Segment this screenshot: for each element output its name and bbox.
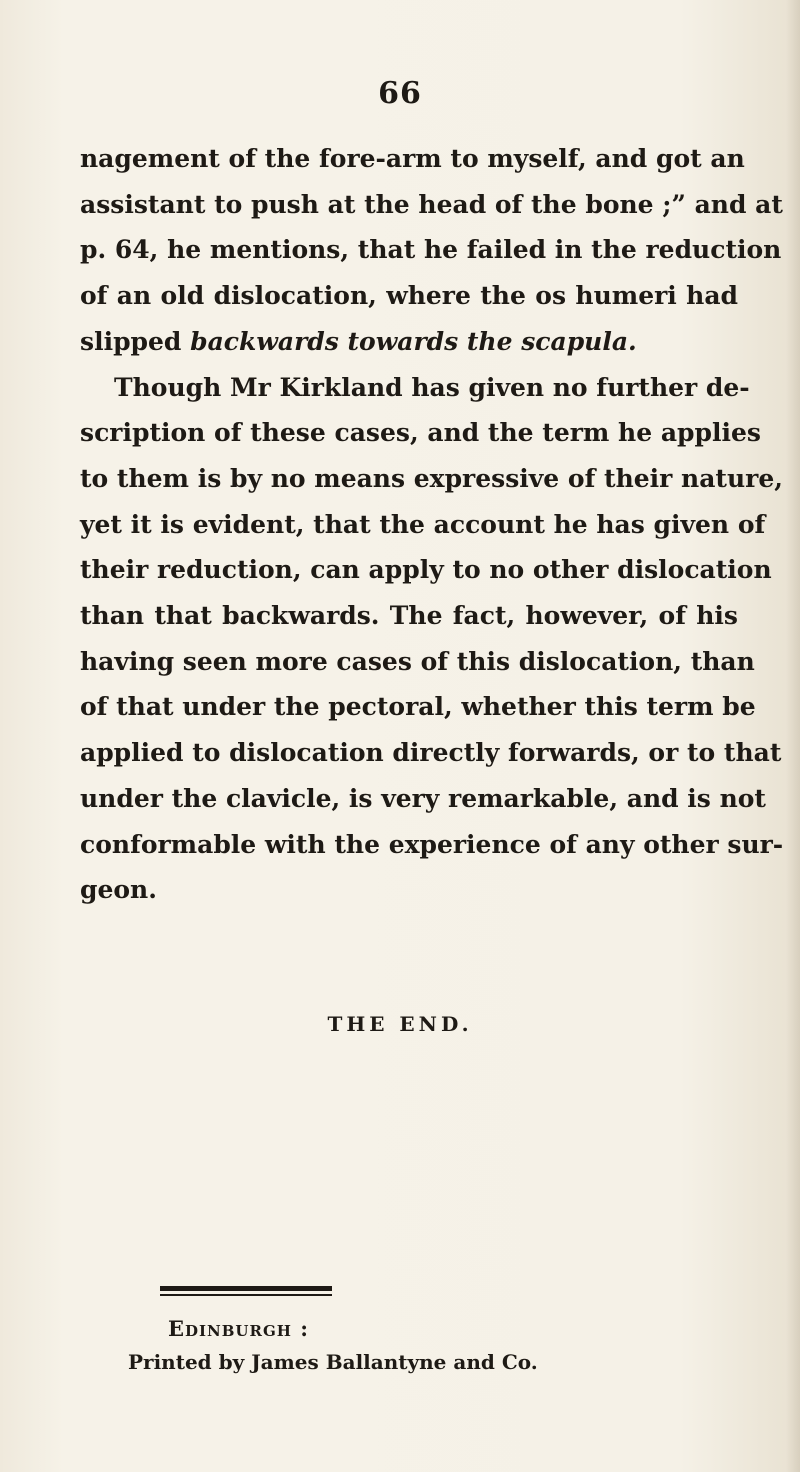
italic-phrase: backwards towards the scapula. (190, 326, 637, 356)
paragraph-start-line: Though Mr Kirkland has given no further de- (114, 372, 750, 402)
text-line: of that under the pectoral, whether this term be (80, 692, 756, 722)
body-text (80, 136, 784, 913)
text-line: of an old dislocation, where the os humeri had (80, 281, 738, 311)
text-line: p. 64, he mentions, that he failed in the reduction (80, 235, 782, 265)
text-line: to them is by no means expressive of their nature, (80, 463, 783, 493)
text-line: having seen more cases of this dislocation, than (80, 646, 755, 676)
page-edge-shadow (786, 0, 800, 1472)
imprint-printer: Printed by James Ballantyne and Co. (128, 1350, 538, 1374)
text-line: assistant to push at the head of the bone ;” and at (80, 189, 783, 219)
text-line: under the clavicle, is very remarkable, and is not (80, 783, 766, 813)
text-line-italic-phrase (80, 319, 738, 365)
the-end-heading: THE END. (327, 1012, 473, 1036)
imprint-city: Edinburgh : (168, 1316, 310, 1341)
text-line: applied to dislocation directly forwards, or to that (80, 738, 782, 768)
text-line: their reduction, can apply to no other dislocation (80, 555, 772, 585)
text-line: geon. (80, 875, 157, 905)
text-line: than that backwards. The fact, however, of his (80, 601, 738, 631)
double-rule-divider (160, 1286, 332, 1296)
text-line: scription of these cases, and the term he applies (80, 418, 761, 448)
text-line: nagement of the fore-arm to myself, and got an (80, 144, 745, 173)
page-number: 66 (378, 76, 422, 111)
text-line: conformable with the experience of any other sur- (80, 829, 784, 859)
text-line: yet it is evident, that the account he has given of (80, 509, 766, 539)
thin-rule (160, 1294, 332, 1296)
text-line-start: slipped (80, 326, 191, 356)
